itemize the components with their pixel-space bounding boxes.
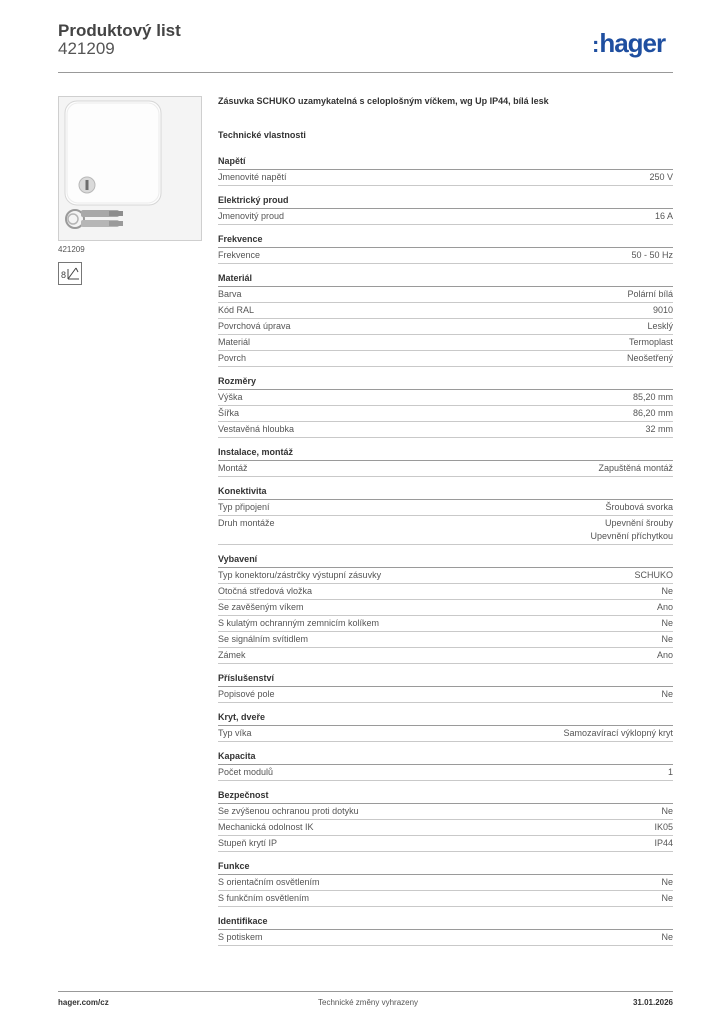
- spec-row: [218, 804, 673, 820]
- spec-label: Montáž: [218, 463, 248, 473]
- spec-value-line: 1: [667, 767, 673, 777]
- spec-section: [218, 749, 673, 781]
- spec-label: Se zvýšenou ochranou proti dotyku: [218, 806, 359, 816]
- spec-value-line: IK05: [654, 822, 673, 832]
- spec-section-title: Příslušenství: [218, 671, 673, 687]
- spec-value: [657, 601, 673, 614]
- spec-section: [218, 374, 673, 438]
- tech-heading: Technické vlastnosti: [218, 130, 306, 140]
- spec-row: [218, 616, 673, 632]
- page-title: Produktový list: [58, 21, 181, 40]
- spec-value-line: Neošetřený: [626, 353, 673, 363]
- spec-section-title: Elektrický proud: [218, 193, 673, 209]
- photo-caption: 421209: [58, 245, 85, 254]
- spec-value-line: Upevnění příchytkou: [590, 531, 673, 541]
- spec-label: Kód RAL: [218, 305, 255, 315]
- spec-row: [218, 390, 673, 406]
- spec-label: Počet modulů: [218, 767, 274, 777]
- spec-label: Otočná středová vložka: [218, 586, 313, 596]
- spec-row: [218, 836, 673, 852]
- screw-terminal-symbol-icon: [58, 262, 82, 285]
- spec-section-title: Funkce: [218, 859, 673, 875]
- spec-row: [218, 584, 673, 600]
- spec-value: [654, 821, 673, 834]
- spec-section-title: Materiál: [218, 271, 673, 287]
- spec-value: [633, 407, 673, 420]
- spec-label: Šířka: [218, 408, 240, 418]
- spec-row: [218, 930, 673, 946]
- spec-section: [218, 271, 673, 367]
- spec-row: [218, 319, 673, 335]
- spec-row: [218, 687, 673, 703]
- svg-text:8: 8: [61, 270, 67, 280]
- spec-value: [633, 391, 673, 404]
- spec-section: [218, 193, 673, 225]
- spec-value: [647, 320, 673, 333]
- product-photo: [58, 96, 202, 241]
- spec-row: [218, 406, 673, 422]
- spec-value: [661, 892, 673, 905]
- spec-section-title: Konektivita: [218, 484, 673, 500]
- spec-row: [218, 335, 673, 351]
- spec-value-line: Ne: [661, 932, 673, 942]
- spec-value-line: 9010: [652, 305, 673, 315]
- spec-value-line: 16 A: [654, 211, 673, 221]
- footer-website: hager.com/cz: [58, 998, 109, 1007]
- spec-section: [218, 154, 673, 186]
- spec-label: Zámek: [218, 650, 246, 660]
- spec-section-title: Bezpečnost: [218, 788, 673, 804]
- spec-row: [218, 875, 673, 891]
- spec-section-title: Frekvence: [218, 232, 673, 248]
- spec-value: [563, 727, 673, 740]
- spec-section: [218, 788, 673, 852]
- spec-value-line: Ne: [661, 689, 673, 699]
- spec-label: S kulatým ochranným zemnicím kolíkem: [218, 618, 380, 628]
- spec-section: [218, 445, 673, 477]
- spec-row: [218, 516, 673, 545]
- spec-value-line: 86,20 mm: [632, 408, 673, 418]
- spec-value: [598, 462, 673, 475]
- spec-value-line: 50 - 50 Hz: [631, 250, 673, 260]
- product-code: 421209: [58, 39, 115, 58]
- spec-value: [634, 569, 673, 582]
- spec-table: [218, 154, 673, 953]
- spec-value: [668, 766, 673, 779]
- spec-value-line: 32 mm: [645, 424, 673, 434]
- spec-value: [590, 517, 673, 543]
- spec-section: [218, 552, 673, 664]
- spec-label: S funkčním osvětlením: [218, 893, 310, 903]
- spec-value: [655, 210, 673, 223]
- spec-value-line: Zapuštěná montáž: [598, 463, 673, 473]
- spec-row: [218, 891, 673, 907]
- spec-section: [218, 484, 673, 545]
- spec-value-line: Ano: [656, 650, 673, 660]
- spec-label: Se signálním svítidlem: [218, 634, 309, 644]
- spec-value-line: Ne: [661, 877, 673, 887]
- spec-row: [218, 500, 673, 516]
- spec-value-line: 85,20 mm: [632, 392, 673, 402]
- spec-section-title: Kapacita: [218, 749, 673, 765]
- spec-value: [661, 931, 673, 944]
- spec-value-line: Ne: [661, 634, 673, 644]
- spec-label: Barva: [218, 289, 242, 299]
- spec-value: [661, 805, 673, 818]
- socket-image: [59, 97, 201, 240]
- spec-row: [218, 170, 673, 186]
- spec-section: [218, 232, 673, 264]
- spec-section-title: Instalace, montáž: [218, 445, 673, 461]
- spec-section: [218, 671, 673, 703]
- spec-label: Typ konektoru/zástrčky výstupní zásuvky: [218, 570, 382, 580]
- spec-value: [661, 585, 673, 598]
- spec-row: [218, 351, 673, 367]
- spec-value: [661, 688, 673, 701]
- spec-row: [218, 422, 673, 438]
- spec-value-line: Šroubová svorka: [605, 502, 673, 512]
- spec-value: [661, 876, 673, 889]
- spec-row: [218, 600, 673, 616]
- spec-label: Jmenovitý proud: [218, 211, 285, 221]
- spec-value-line: 250 V: [649, 172, 673, 182]
- spec-section-title: Kryt, dveře: [218, 710, 673, 726]
- spec-value: [627, 288, 673, 301]
- spec-section: [218, 710, 673, 742]
- spec-value: [661, 617, 673, 630]
- spec-value: [654, 837, 673, 850]
- spec-value: [605, 501, 673, 514]
- spec-value-line: IP44: [654, 838, 673, 848]
- spec-label: Mechanická odolnost IK: [218, 822, 314, 832]
- spec-value-line: Ne: [661, 586, 673, 596]
- spec-value: [653, 304, 673, 317]
- spec-label: Typ připojení: [218, 502, 270, 512]
- spec-value-line: Samozavírací výklopný kryt: [563, 728, 673, 738]
- spec-section: [218, 914, 673, 946]
- spec-value-line: Polární bílá: [627, 289, 673, 299]
- spec-label: Materiál: [218, 337, 251, 347]
- spec-label: Druh montáže: [218, 518, 275, 528]
- spec-label: Povrch: [218, 353, 247, 363]
- spec-value: [657, 649, 673, 662]
- product-description: Zásuvka SCHUKO uzamykatelná s celoplošným víčkem, wg Up IP44, bílá lesk: [218, 96, 549, 106]
- spec-label: Stupeň krytí IP: [218, 838, 278, 848]
- spec-label: Vestavěná hloubka: [218, 424, 295, 434]
- spec-value: [661, 633, 673, 646]
- spec-label: Povrchová úprava: [218, 321, 291, 331]
- header-divider: [58, 72, 673, 73]
- spec-value-line: Upevnění šrouby: [604, 518, 673, 528]
- spec-row: [218, 820, 673, 836]
- spec-value: [649, 171, 673, 184]
- spec-value-line: Ne: [661, 806, 673, 816]
- spec-label: Výška: [218, 392, 243, 402]
- footer-divider: [58, 991, 673, 992]
- spec-label: S orientačním osvětlením: [218, 877, 320, 887]
- spec-row: [218, 209, 673, 225]
- spec-row: [218, 248, 673, 264]
- spec-section-title: Rozměry: [218, 374, 673, 390]
- spec-value-line: Ano: [656, 602, 673, 612]
- spec-value-line: Ne: [661, 618, 673, 628]
- spec-label: Popisové pole: [218, 689, 275, 699]
- spec-section-title: Napětí: [218, 154, 673, 170]
- spec-section-title: Identifikace: [218, 914, 673, 930]
- spec-row: [218, 765, 673, 781]
- spec-value-line: Lesklý: [647, 321, 673, 331]
- spec-value: [627, 352, 673, 365]
- footer-date: 31.01.2026: [632, 998, 673, 1007]
- logo-colon-mark: :: [592, 32, 599, 57]
- spec-value-line: Termoplast: [628, 337, 673, 347]
- spec-row: [218, 648, 673, 664]
- spec-section-title: Vybavení: [218, 552, 673, 568]
- spec-value: [645, 423, 673, 436]
- spec-row: [218, 568, 673, 584]
- spec-value: [629, 336, 673, 349]
- spec-label: Typ víka: [218, 728, 252, 738]
- spec-value-line: Ne: [661, 893, 673, 903]
- spec-label: S potiskem: [218, 932, 263, 942]
- spec-row: [218, 632, 673, 648]
- hager-logo: [592, 28, 665, 59]
- spec-row: [218, 287, 673, 303]
- spec-row: [218, 726, 673, 742]
- spec-value: [631, 249, 673, 262]
- footer-note: Technické změny vyhrazeny: [318, 998, 419, 1007]
- spec-label: Frekvence: [218, 250, 261, 260]
- spec-row: [218, 303, 673, 319]
- spec-label: Se zavěšeným víkem: [218, 602, 304, 612]
- spec-row: [218, 461, 673, 477]
- spec-label: Jmenovité napětí: [218, 172, 287, 182]
- spec-section: [218, 859, 673, 907]
- logo-text: hager: [599, 28, 666, 58]
- spec-value-line: SCHUKO: [634, 570, 673, 580]
